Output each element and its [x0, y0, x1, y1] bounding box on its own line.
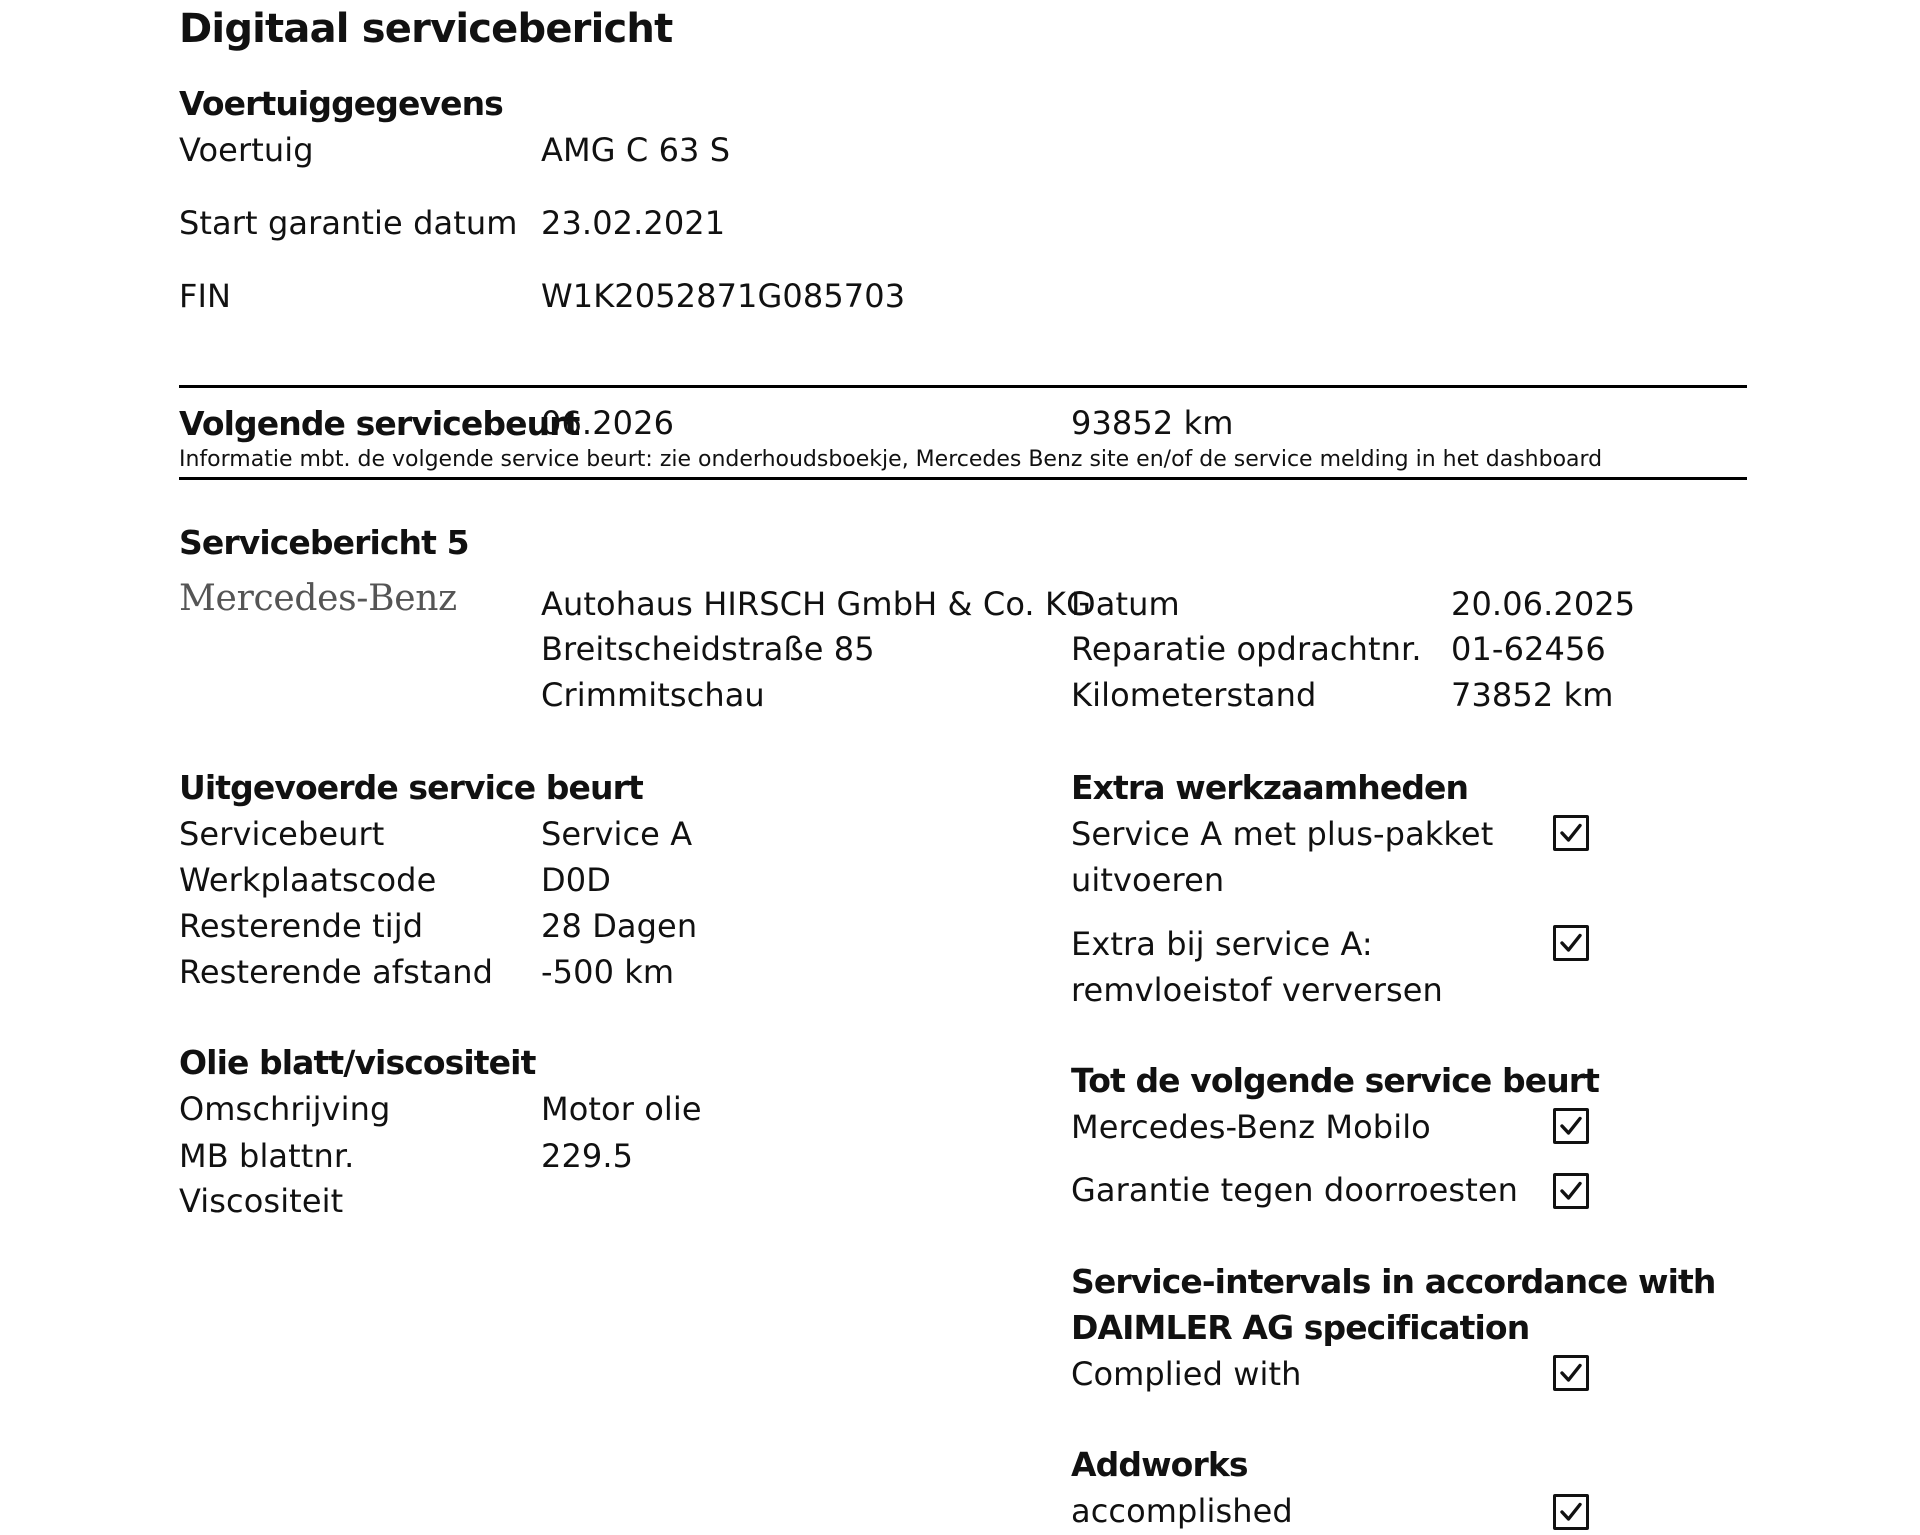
extra-item-2-line1: Extra bij service A: — [1071, 925, 1373, 963]
intervals-heading-line2: DAIMLER AG specification — [1071, 1308, 1530, 1347]
extra-item-1-checkbox[interactable] — [1553, 815, 1589, 851]
mileage-label: Kilometerstand — [1071, 676, 1317, 714]
rust-warranty-label: Garantie tegen doorroesten — [1071, 1171, 1519, 1209]
divider-top — [179, 385, 1747, 388]
oil-description-value: Motor olie — [541, 1090, 702, 1128]
remaining-distance-label: Resterende afstand — [179, 953, 494, 991]
order-number-label: Reparatie opdrachtnr. — [1071, 630, 1422, 668]
workshop-code-value: D0D — [541, 861, 611, 899]
vehicle-label: Voertuig — [179, 131, 314, 169]
rust-warranty-checkbox[interactable] — [1553, 1173, 1589, 1209]
warranty-start-value: 23.02.2021 — [541, 204, 726, 242]
date-label: Datum — [1071, 585, 1180, 623]
page-title: Digitaal servicebericht — [179, 6, 673, 52]
addworks-heading: Addworks — [1071, 1445, 1248, 1484]
extra-item-2-checkbox[interactable] — [1553, 925, 1589, 961]
date-value: 20.06.2025 — [1451, 585, 1636, 623]
oil-spec-value: 229.5 — [541, 1137, 634, 1175]
complied-label: Complied with — [1071, 1355, 1302, 1393]
remaining-distance-value: -500 km — [541, 953, 675, 991]
extra-item-1-line2: uitvoeren — [1071, 861, 1225, 899]
order-number-value: 01-62456 — [1451, 630, 1606, 668]
report-heading: Servicebericht 5 — [179, 523, 469, 562]
oil-viscosity-label: Viscositeit — [179, 1182, 344, 1220]
next-service-info: Informatie mbt. de volgende service beurt: zie onderhoudsboekje, Mercedes Benz site en/of de service melding in het dashboard — [179, 447, 1603, 472]
checkmark-icon — [1558, 1499, 1584, 1525]
workshop-code-label: Werkplaatscode — [179, 861, 437, 899]
fin-value: W1K2052871G085703 — [541, 277, 906, 315]
complied-checkbox[interactable] — [1553, 1355, 1589, 1391]
divider-bottom — [179, 477, 1747, 480]
until-next-heading: Tot de volgende service beurt — [1071, 1061, 1600, 1100]
oil-description-label: Omschrijving — [179, 1090, 391, 1128]
vehicle-heading: Voertuiggegevens — [179, 84, 503, 123]
mileage-value: 73852 km — [1451, 676, 1614, 714]
dealer-city: Crimmitschau — [541, 676, 765, 714]
checkmark-icon — [1558, 1178, 1584, 1204]
extra-work-heading: Extra werkzaamheden — [1071, 768, 1469, 807]
remaining-time-label: Resterende tijd — [179, 907, 424, 945]
checkmark-icon — [1558, 1113, 1584, 1139]
dealer-street: Breitscheidstraße 85 — [541, 630, 875, 668]
extra-item-1-line1: Service A met plus-pakket — [1071, 815, 1494, 853]
warranty-start-label: Start garantie datum — [179, 204, 518, 242]
mobilo-checkbox[interactable] — [1553, 1108, 1589, 1144]
remaining-time-value: 28 Dagen — [541, 907, 698, 945]
service-type-value: Service A — [541, 815, 693, 853]
checkmark-icon — [1558, 1360, 1584, 1386]
mercedes-benz-logo: Mercedes-Benz — [179, 578, 457, 619]
performed-heading: Uitgevoerde service beurt — [179, 768, 643, 807]
oil-heading: Olie blatt/viscositeit — [179, 1043, 536, 1082]
accomplished-checkbox[interactable] — [1553, 1494, 1589, 1530]
next-service-label: Volgende servicebeurt — [179, 404, 580, 443]
checkmark-icon — [1558, 930, 1584, 956]
vehicle-value: AMG C 63 S — [541, 131, 731, 169]
next-service-date: 06.2026 — [541, 404, 675, 442]
extra-item-2-line2: remvloeistof verversen — [1071, 971, 1443, 1009]
fin-label: FIN — [179, 277, 232, 315]
next-service-km: 93852 km — [1071, 404, 1234, 442]
accomplished-label: accomplished — [1071, 1492, 1293, 1530]
oil-spec-label: MB blattnr. — [179, 1137, 355, 1175]
checkmark-icon — [1558, 820, 1584, 846]
mobilo-label: Mercedes-Benz Mobilo — [1071, 1108, 1431, 1146]
service-type-label: Servicebeurt — [179, 815, 385, 853]
intervals-heading-line1: Service-intervals in accordance with — [1071, 1262, 1716, 1301]
dealer-name: Autohaus HIRSCH GmbH & Co. KG — [541, 585, 1091, 623]
